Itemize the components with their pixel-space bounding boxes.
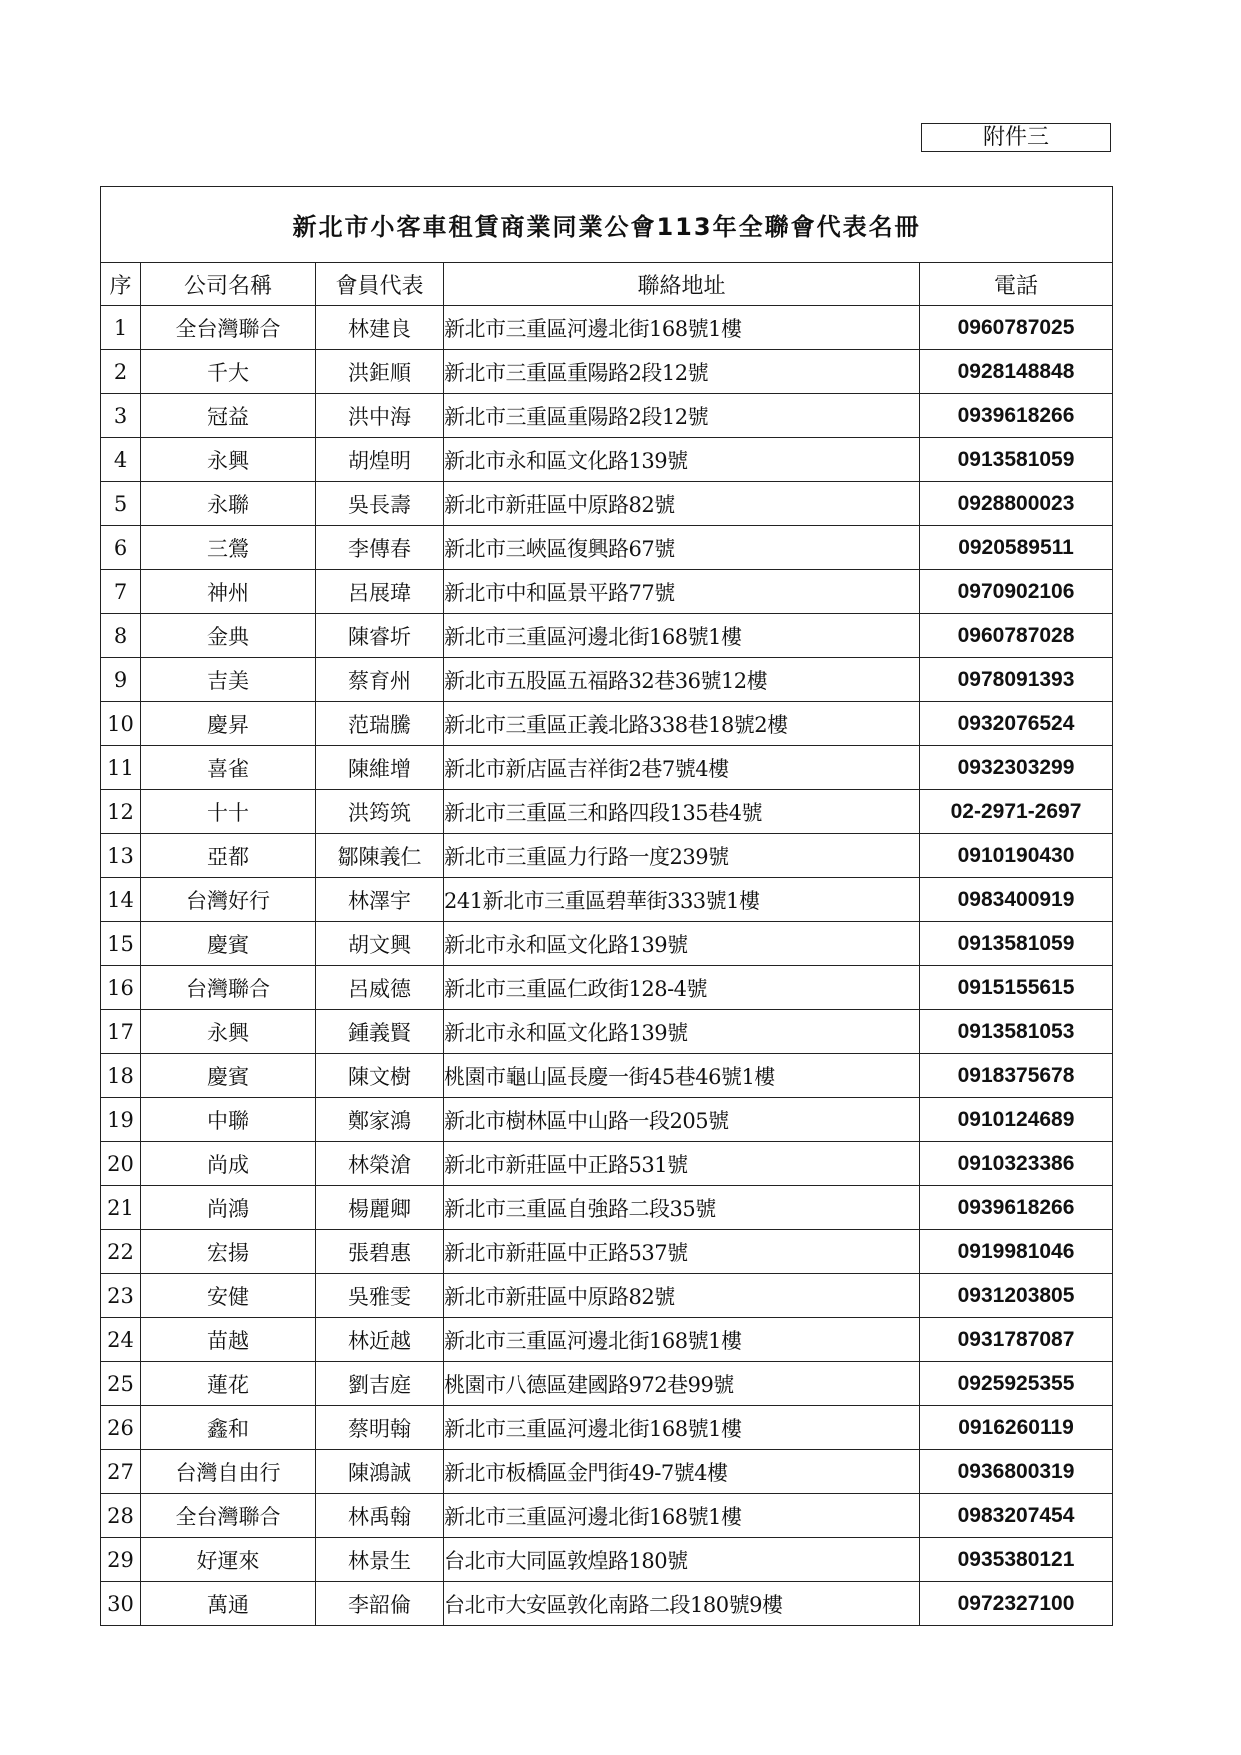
table-row — [101, 394, 1113, 438]
phone-number: 0913581053 — [920, 1010, 1113, 1054]
company-name: 永聯 — [141, 482, 316, 526]
row-number: 8 — [101, 614, 141, 658]
member-representative: 范瑞騰 — [316, 702, 444, 746]
contact-address: 新北市新莊區中正路537號 — [444, 1230, 920, 1274]
contact-address: 桃園市龜山區長慶一街45巷46號1樓 — [444, 1054, 920, 1098]
row-number: 20 — [101, 1142, 141, 1186]
phone-number: 0960787028 — [920, 614, 1113, 658]
contact-address: 新北市永和區文化路139號 — [444, 922, 920, 966]
table-row — [101, 570, 1113, 614]
member-representative: 林禹翰 — [316, 1494, 444, 1538]
contact-address: 新北市五股區五福路32巷36號12樓 — [444, 658, 920, 702]
table-row — [101, 790, 1113, 834]
member-representative: 洪中海 — [316, 394, 444, 438]
table-row — [101, 1362, 1113, 1406]
table-row — [101, 1142, 1113, 1186]
row-number: 24 — [101, 1318, 141, 1362]
phone-number: 0910190430 — [920, 834, 1113, 878]
table-row — [101, 1318, 1113, 1362]
row-number: 12 — [101, 790, 141, 834]
phone-number: 0939618266 — [920, 394, 1113, 438]
table-row — [101, 702, 1113, 746]
contact-address: 新北市永和區文化路139號 — [444, 438, 920, 482]
member-representative: 林榮滄 — [316, 1142, 444, 1186]
member-representative: 陳文樹 — [316, 1054, 444, 1098]
phone-number: 0972327100 — [920, 1582, 1113, 1626]
contact-address: 台北市大安區敦化南路二段180號9樓 — [444, 1582, 920, 1626]
row-number: 14 — [101, 878, 141, 922]
row-number: 11 — [101, 746, 141, 790]
phone-number: 0932076524 — [920, 702, 1113, 746]
company-name: 神州 — [141, 570, 316, 614]
contact-address: 新北市三重區自強路二段35號 — [444, 1186, 920, 1230]
member-representative: 林澤宇 — [316, 878, 444, 922]
member-representative: 蔡育州 — [316, 658, 444, 702]
company-name: 苗越 — [141, 1318, 316, 1362]
table-row — [101, 1406, 1113, 1450]
table-row — [101, 1582, 1113, 1626]
phone-number: 0939618266 — [920, 1186, 1113, 1230]
table-row — [101, 438, 1113, 482]
header-representative: 會員代表 — [316, 263, 444, 306]
member-representative: 楊麗卿 — [316, 1186, 444, 1230]
company-name: 慶賓 — [141, 922, 316, 966]
header-phone: 電話 — [920, 263, 1113, 306]
member-representative: 洪筠筑 — [316, 790, 444, 834]
phone-number: 0919981046 — [920, 1230, 1113, 1274]
member-representative: 林近越 — [316, 1318, 444, 1362]
row-number: 30 — [101, 1582, 141, 1626]
member-representative: 陳鴻誠 — [316, 1450, 444, 1494]
phone-number: 0910124689 — [920, 1098, 1113, 1142]
phone-number: 0931787087 — [920, 1318, 1113, 1362]
contact-address: 新北市新莊區中正路531號 — [444, 1142, 920, 1186]
table-row — [101, 1186, 1113, 1230]
table-row — [101, 350, 1113, 394]
row-number: 5 — [101, 482, 141, 526]
table-row — [101, 306, 1113, 350]
member-representative: 李韶倫 — [316, 1582, 444, 1626]
phone-number: 0913581059 — [920, 438, 1113, 482]
table-row — [101, 614, 1113, 658]
row-number: 16 — [101, 966, 141, 1010]
contact-address: 桃園市八德區建國路972巷99號 — [444, 1362, 920, 1406]
phone-number: 0935380121 — [920, 1538, 1113, 1582]
row-number: 21 — [101, 1186, 141, 1230]
header-row — [101, 263, 1113, 306]
table-row — [101, 1054, 1113, 1098]
company-name: 好運來 — [141, 1538, 316, 1582]
phone-number: 0960787025 — [920, 306, 1113, 350]
contact-address: 新北市三重區三和路四段135巷4號 — [444, 790, 920, 834]
row-number: 2 — [101, 350, 141, 394]
contact-address: 新北市板橋區金門街49-7號4樓 — [444, 1450, 920, 1494]
row-number: 27 — [101, 1450, 141, 1494]
company-name: 台灣聯合 — [141, 966, 316, 1010]
company-name: 中聯 — [141, 1098, 316, 1142]
table-row — [101, 834, 1113, 878]
row-number: 17 — [101, 1010, 141, 1054]
member-representative: 吳長壽 — [316, 482, 444, 526]
contact-address: 新北市三重區重陽路2段12號 — [444, 394, 920, 438]
roster-table — [100, 186, 1113, 1626]
company-name: 蓮花 — [141, 1362, 316, 1406]
row-number: 22 — [101, 1230, 141, 1274]
table-row — [101, 966, 1113, 1010]
row-number: 28 — [101, 1494, 141, 1538]
member-representative: 林景生 — [316, 1538, 444, 1582]
contact-address: 新北市永和區文化路139號 — [444, 1010, 920, 1054]
table-row — [101, 922, 1113, 966]
company-name: 鑫和 — [141, 1406, 316, 1450]
contact-address: 新北市三重區河邊北街168號1樓 — [444, 1494, 920, 1538]
roster-title: 新北市小客車租賃商業同業公會113年全聯會代表名冊 — [101, 187, 1113, 263]
company-name: 安健 — [141, 1274, 316, 1318]
table-row — [101, 1494, 1113, 1538]
row-number: 10 — [101, 702, 141, 746]
member-representative: 鍾義賢 — [316, 1010, 444, 1054]
company-name: 亞都 — [141, 834, 316, 878]
contact-address: 新北市三重區河邊北街168號1樓 — [444, 1406, 920, 1450]
contact-address: 新北市三重區正義北路338巷18號2樓 — [444, 702, 920, 746]
phone-number: 0978091393 — [920, 658, 1113, 702]
table-row — [101, 1450, 1113, 1494]
contact-address: 新北市新店區吉祥街2巷7號4樓 — [444, 746, 920, 790]
row-number: 25 — [101, 1362, 141, 1406]
row-number: 26 — [101, 1406, 141, 1450]
member-representative: 劉吉庭 — [316, 1362, 444, 1406]
phone-number: 0913581059 — [920, 922, 1113, 966]
phone-number: 0928148848 — [920, 350, 1113, 394]
member-representative: 呂展瑋 — [316, 570, 444, 614]
header-no: 序 — [101, 263, 141, 306]
row-number: 3 — [101, 394, 141, 438]
company-name: 尚成 — [141, 1142, 316, 1186]
company-name: 冠益 — [141, 394, 316, 438]
phone-number: 0932303299 — [920, 746, 1113, 790]
company-name: 三鶯 — [141, 526, 316, 570]
company-name: 吉美 — [141, 658, 316, 702]
table-row — [101, 658, 1113, 702]
member-representative: 胡文興 — [316, 922, 444, 966]
header-company: 公司名稱 — [141, 263, 316, 306]
member-representative: 陳維增 — [316, 746, 444, 790]
company-name: 千大 — [141, 350, 316, 394]
company-name: 十十 — [141, 790, 316, 834]
row-number: 23 — [101, 1274, 141, 1318]
phone-number: 0983207454 — [920, 1494, 1113, 1538]
phone-number: 0915155615 — [920, 966, 1113, 1010]
phone-number: 0920589511 — [920, 526, 1113, 570]
row-number: 29 — [101, 1538, 141, 1582]
table-row — [101, 878, 1113, 922]
member-representative: 李傳春 — [316, 526, 444, 570]
row-number: 6 — [101, 526, 141, 570]
table-row — [101, 526, 1113, 570]
contact-address: 台北市大同區敦煌路180號 — [444, 1538, 920, 1582]
contact-address: 新北市樹林區中山路一段205號 — [444, 1098, 920, 1142]
row-number: 7 — [101, 570, 141, 614]
table-row — [101, 746, 1113, 790]
company-name: 永興 — [141, 1010, 316, 1054]
row-number: 4 — [101, 438, 141, 482]
member-representative: 張碧惠 — [316, 1230, 444, 1274]
phone-number: 0970902106 — [920, 570, 1113, 614]
header-address: 聯絡地址 — [444, 263, 920, 306]
phone-number: 0983400919 — [920, 878, 1113, 922]
member-representative: 鄭家鴻 — [316, 1098, 444, 1142]
company-name: 全台灣聯合 — [141, 1494, 316, 1538]
table-row — [101, 1098, 1113, 1142]
member-representative: 洪鉅順 — [316, 350, 444, 394]
row-number: 13 — [101, 834, 141, 878]
phone-number: 0936800319 — [920, 1450, 1113, 1494]
contact-address: 新北市三重區重陽路2段12號 — [444, 350, 920, 394]
phone-number: 0925925355 — [920, 1362, 1113, 1406]
company-name: 全台灣聯合 — [141, 306, 316, 350]
contact-address: 新北市三峽區復興路67號 — [444, 526, 920, 570]
table-row — [101, 1010, 1113, 1054]
company-name: 宏揚 — [141, 1230, 316, 1274]
company-name: 台灣好行 — [141, 878, 316, 922]
company-name: 慶賓 — [141, 1054, 316, 1098]
member-representative: 呂威德 — [316, 966, 444, 1010]
company-name: 台灣自由行 — [141, 1450, 316, 1494]
member-representative: 蔡明翰 — [316, 1406, 444, 1450]
table-row — [101, 1538, 1113, 1582]
company-name: 永興 — [141, 438, 316, 482]
company-name: 慶昇 — [141, 702, 316, 746]
table-row — [101, 1230, 1113, 1274]
row-number: 1 — [101, 306, 141, 350]
row-number: 9 — [101, 658, 141, 702]
phone-number: 0916260119 — [920, 1406, 1113, 1450]
contact-address: 新北市三重區力行路一度239號 — [444, 834, 920, 878]
attachment-label: 附件三 — [921, 123, 1111, 152]
table-row — [101, 482, 1113, 526]
phone-number: 02-2971-2697 — [920, 790, 1113, 834]
contact-address: 新北市新莊區中原路82號 — [444, 1274, 920, 1318]
table-row — [101, 1274, 1113, 1318]
row-number: 18 — [101, 1054, 141, 1098]
phone-number: 0928800023 — [920, 482, 1113, 526]
member-representative: 陳睿圻 — [316, 614, 444, 658]
member-representative: 林建良 — [316, 306, 444, 350]
member-representative: 吳雅雯 — [316, 1274, 444, 1318]
contact-address: 新北市三重區河邊北街168號1樓 — [444, 306, 920, 350]
company-name: 喜雀 — [141, 746, 316, 790]
contact-address: 新北市中和區景平路77號 — [444, 570, 920, 614]
row-number: 15 — [101, 922, 141, 966]
company-name: 尚鴻 — [141, 1186, 316, 1230]
contact-address: 新北市三重區河邊北街168號1樓 — [444, 614, 920, 658]
contact-address: 新北市新莊區中原路82號 — [444, 482, 920, 526]
member-representative: 鄒陳義仁 — [316, 834, 444, 878]
company-name: 萬通 — [141, 1582, 316, 1626]
contact-address: 新北市三重區河邊北街168號1樓 — [444, 1318, 920, 1362]
company-name: 金典 — [141, 614, 316, 658]
phone-number: 0910323386 — [920, 1142, 1113, 1186]
contact-address: 241新北市三重區碧華街333號1樓 — [444, 878, 920, 922]
contact-address: 新北市三重區仁政街128-4號 — [444, 966, 920, 1010]
member-representative: 胡煌明 — [316, 438, 444, 482]
roster-body — [101, 306, 1113, 1626]
phone-number: 0918375678 — [920, 1054, 1113, 1098]
phone-number: 0931203805 — [920, 1274, 1113, 1318]
row-number: 19 — [101, 1098, 141, 1142]
